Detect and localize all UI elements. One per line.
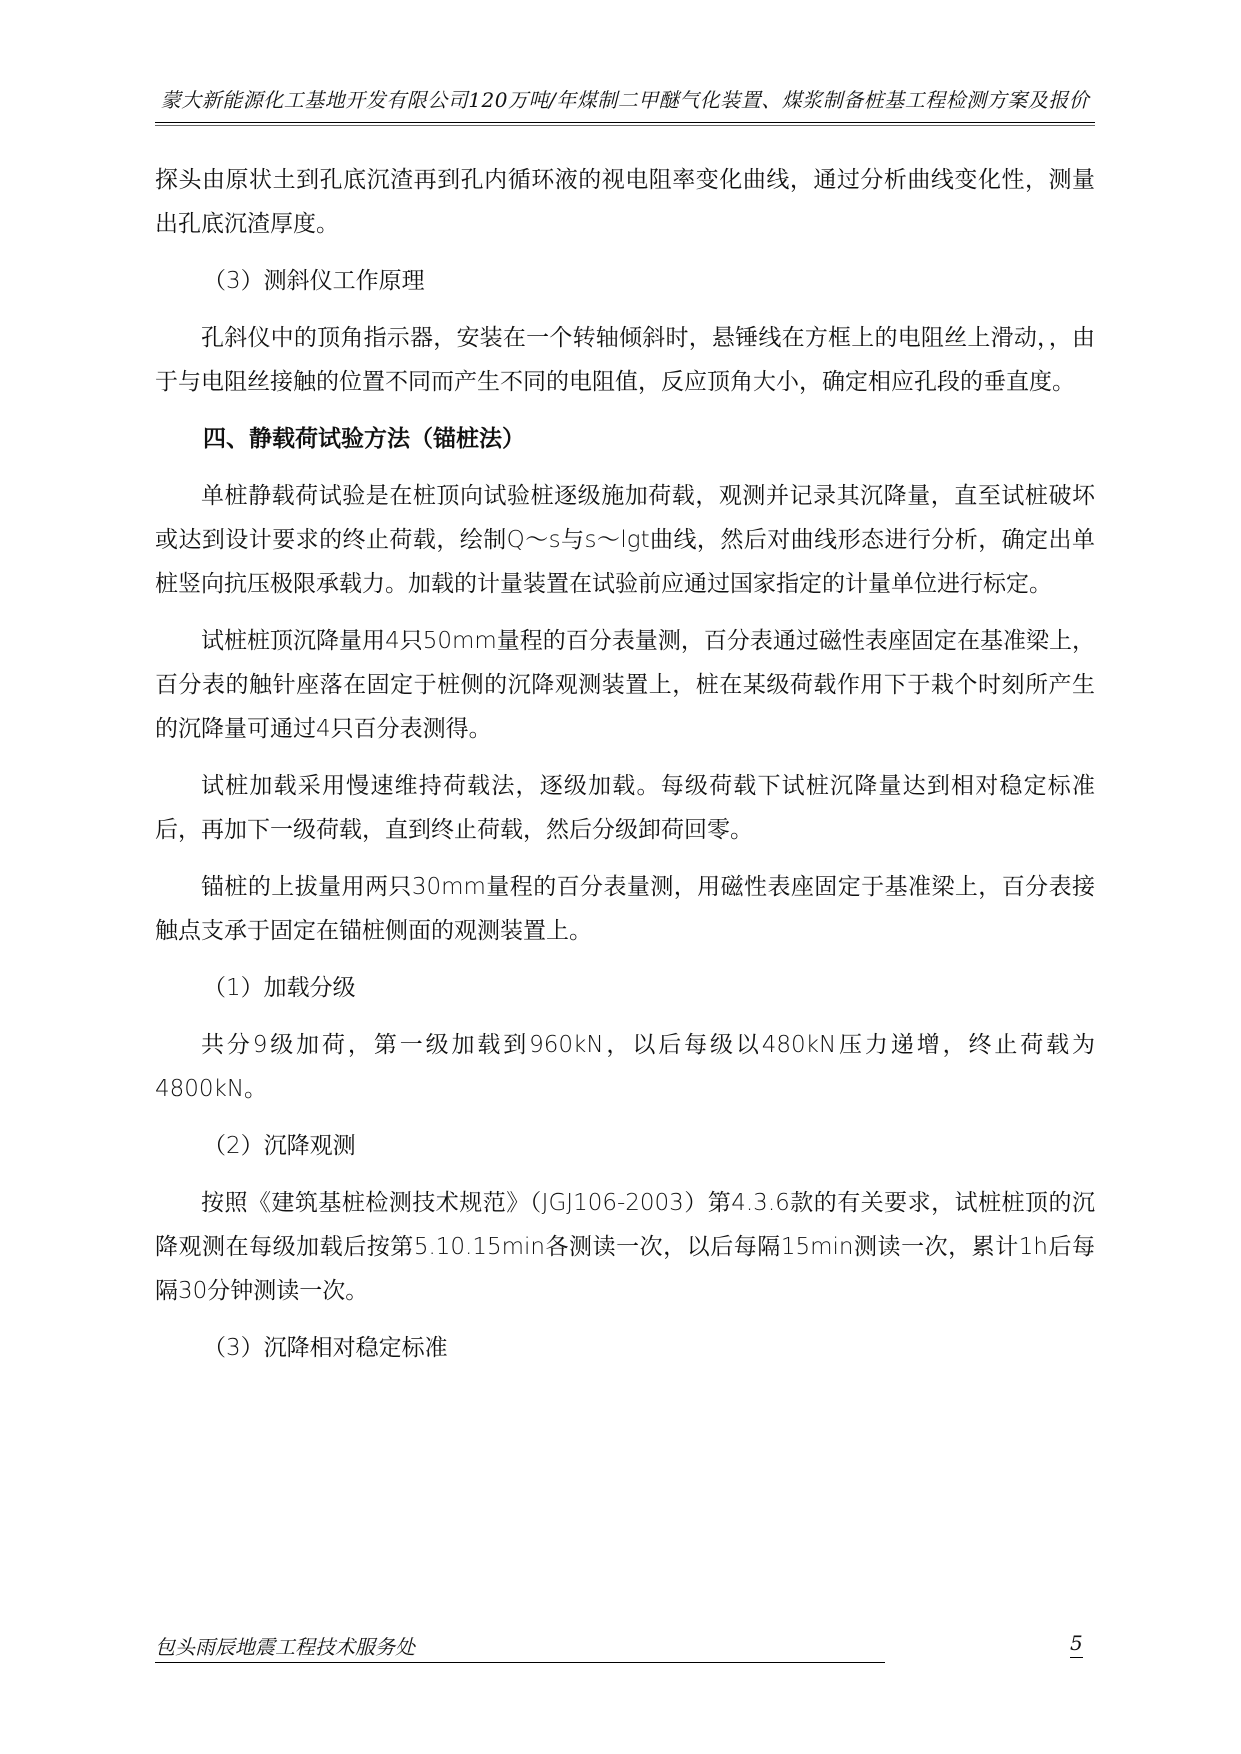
page-content xyxy=(155,158,1095,1383)
header-rule-thin xyxy=(155,125,1095,126)
subheading-settlement-observation: （2）沉降观测 xyxy=(203,1133,356,1159)
footer-organization: 包头雨辰地震工程技术服务处 xyxy=(155,1631,885,1663)
paragraph-settlement-observation: 按照《建筑基桩检测技术规范》（JGJ106-2003）第4.3.6款的有关要求，试桩桩顶的沉降观测在每级加载后按第5.10.15min各测读一次，以后每隔15min测读一次，累计1h后每隔30分钟测读一次。 xyxy=(155,1190,1095,1304)
paragraph-static-load: 单桩静载荷试验是在桩顶向试验桩逐级施加荷载，观测并记录其沉降量，直至试桩破坏或达到设计要求的终止荷载，绘制Q～s与s～lgt曲线，然后对曲线形态进行分析，确定出单桩竖向抗压极限承载力。加载的计量装置在试验前应通过国家指定的计量单位进行标定。 xyxy=(155,483,1095,597)
paragraph-settlement-gauges: 试桩桩顶沉降量用4只50mm量程的百分表量测，百分表通过磁性表座固定在基准梁上，百分表的触针座落在固定于桩侧的沉降观测装置上，桩在某级荷载作用下于栽个时刻所产生的沉降量可通过4只百分表测得。 xyxy=(155,628,1095,742)
page-number: 5 xyxy=(1070,1631,1083,1658)
subheading-loading-grades: （1）加载分级 xyxy=(203,975,356,1001)
paragraph-anchor-uplift: 锚桩的上拔量用两只30mm量程的百分表量测，用磁性表座固定于基准梁上，百分表接触点支承于固定在锚桩侧面的观测装置上。 xyxy=(155,874,1095,944)
section-heading-static-load: 四、静载荷试验方法（锚桩法） xyxy=(203,426,525,452)
paragraph-inclinometer: 孔斜仪中的顶角指示器，安装在一个转轴倾斜时，悬锤线在方框上的电阻丝上滑动，，由于与电阻丝接触的位置不同而产生不同的电阻值，反应顶角大小，确定相应孔段的垂直度。 xyxy=(155,325,1095,395)
subheading-inclinometer: （3）测斜仪工作原理 xyxy=(203,268,425,294)
paragraph-sediment: 探头由原状土到孔底沉渣再到孔内循环液的视电阻率变化曲线，通过分析曲线变化性，测量出孔底沉渣厚度。 xyxy=(155,167,1095,237)
header-rule xyxy=(155,122,1095,123)
page-header: 蒙大新能源化工基地开发有限公司120万吨/年煤制二甲醚气化装置、煤浆制备桩基工程检测方案及报价 xyxy=(160,88,1090,112)
paragraph-loading-method: 试桩加载采用慢速维持荷载法，逐级加载。每级荷载下试桩沉降量达到相对稳定标准后，再加下一级荷载，直到终止荷载，然后分级卸荷回零。 xyxy=(155,773,1095,843)
paragraph-loading-grades: 共分9级加荷，第一级加载到960kN，以后每级以480kN压力递增，终止荷载为4800kN。 xyxy=(155,1032,1095,1102)
subheading-settlement-stability: （3）沉降相对稳定标准 xyxy=(203,1335,448,1361)
